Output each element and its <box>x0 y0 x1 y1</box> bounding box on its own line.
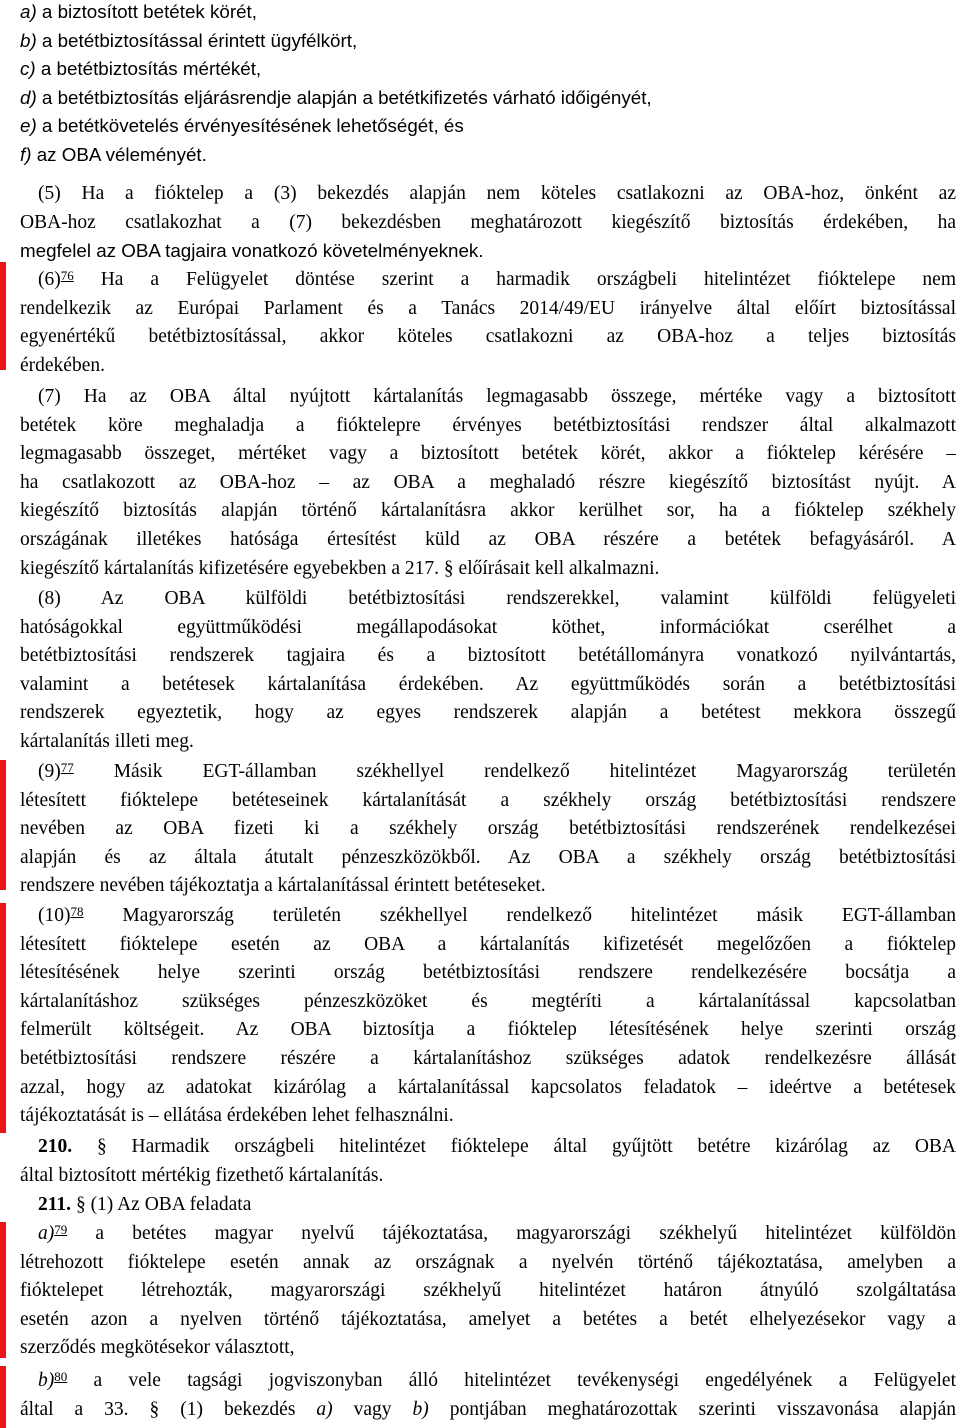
footnote-ref-77[interactable]: 77 <box>60 760 74 775</box>
text-line: fióktelepet létrehozták, magyarországi székhelyű hitelintézet határon átnyúló szolgáltatása <box>20 1280 956 1302</box>
text-line: rendelkezik az Európai Parlament és a Tanács 2014/49/EU irányelve által előírt biztosítással <box>20 297 956 319</box>
text-line: megfelel az OBA tagjaira vonatkozó követelményeknek. <box>20 240 484 262</box>
paragraph-7 <box>20 383 956 583</box>
section-210 <box>20 1133 956 1190</box>
list-item-e: e) a betétkövetelés érvényesítésének lehetőségét, és <box>20 115 464 137</box>
text-line: egyenértékű betétbiztosítással, akkor köteles csatlakozni az OBA-hoz a teljes biztosítás <box>20 326 956 348</box>
text-line: rendszere nevében tájékoztatja a kártalanítással érintett betéteseket. <box>20 875 546 897</box>
list-item-f: f) az OBA véleményét. <box>20 143 207 165</box>
section-211 <box>20 1191 956 1220</box>
list-item-c: c) a betétbiztosítás mértékét, <box>20 58 262 80</box>
amendment-marker-bar <box>0 903 6 1133</box>
text-line: legmagasabb összeget, mértéket vagy a biztosított betétek körét, akkor a fióktelep kérésére – <box>20 443 956 465</box>
text-line: (8) Az OBA külföldi betétbiztosítási rendszerekkel, valamint külföldi felügyeleti <box>38 588 956 609</box>
text-line: létrehozott fióktelepe esetén annak az országnak a nyelvén történő tájékoztatása, amelyben a <box>20 1251 956 1273</box>
text-line: létesített fióktelepe betéteseinek kártalanítását a székhely ország betétbiztosítási rendszere <box>20 789 956 811</box>
text-line: ha csatlakozott az OBA-hoz – az OBA a meghaladó részre kiegészítő biztosítást nyújt. A <box>20 471 956 493</box>
text-line: kártalanításhoz szükséges pénzeszközöket és megtéríti a kártalanítással kapcsolatban <box>20 990 956 1012</box>
text-line: $(6)^{76}$ Ha a Felügyelet döntése szerint a harmadik országbeli hitelintézet fióktelepe nem <box>38 268 956 290</box>
text-line: által biztosított mértékig fizethető kártalanítás. <box>20 1164 384 1186</box>
paragraph-9 <box>20 758 956 901</box>
amendment-marker-bar <box>0 262 6 370</box>
text-line: alapján és az általa átutalt pénzeszközökből. Az OBA a székhely ország betétbiztosítási <box>20 846 956 868</box>
text-line: a)$^{79}$ a betétes magyar nyelvű tájékoztatása, magyarországi székhelyű hitelintézet külföldön <box>38 1222 956 1244</box>
text-line: 211. § (1) Az OBA feladata <box>38 1194 252 1215</box>
text-line: b)$^{80}$ a vele tagsági jogviszonyban álló hitelintézet tevékenységi engedélyének a Felügyelet <box>38 1369 956 1391</box>
text-line: $(9)^{77}$ Másik EGT-államban székhellyel rendelkező hitelintézet Magyarország területén <box>38 760 956 782</box>
text-line: esetén azon a nyelven történő tájékoztatása, amelyet a betétes a betét elhelyezésekor vagy a <box>20 1308 956 1330</box>
text-line: felmerült költségeit. Az OBA biztosítja a fióktelep létesítésének helye szerinti ország <box>20 1019 956 1041</box>
text-line: kiegészítő kártalanítás kifizetésére egyebekben a 217. § előírásait kell alkalmazni. <box>20 557 660 579</box>
text-line: érdekében. <box>20 354 105 376</box>
footnote-ref-76[interactable]: 76 <box>60 268 74 283</box>
point-b <box>20 1367 956 1424</box>
text-line: nevében az OBA fizeti ki a székhely ország betétbiztosítási rendszerének rendelkezései <box>20 818 956 840</box>
text-line: által a 33. § (1) bekezdés a) vagy b) pontjában meghatározottak szerinti visszavonása alapján <box>20 1398 956 1420</box>
text-line: azzal, hogy az adatokat kizárólag a kártalanítással kapcsolatos feladatok – ideértve a betétesek <box>20 1076 956 1098</box>
text-line: hatóságokkal együttműködési megállapodásokat köthet, információkat cserélhet a <box>20 616 956 638</box>
amendment-marker-bar <box>0 760 6 890</box>
section-number: 211. <box>38 1194 72 1215</box>
paragraph-8 <box>20 585 956 757</box>
list-item-a: a) a biztosított betétek körét, <box>20 1 257 22</box>
footnote-ref-80[interactable]: 80 <box>54 1369 68 1384</box>
text-line: (5) Ha a fióktelep a (3) bekezdés alapján nem köteles csatlakozni az OBA-hoz, önként az <box>38 183 956 204</box>
text-line: létesítésének helye szerinti ország betétbiztosítási rendszere rendelkezésére bocsátja a <box>20 962 956 984</box>
text-line: betétek köre meghaladja a fióktelepre érvényes betétbiztosítási rendszer által alkalmazott <box>20 414 956 436</box>
paragraph-10 <box>20 902 956 1131</box>
text-line: valamint a betétesek kártalanítása érdekében. Az együttműködés során a betétbiztosítási <box>20 673 956 695</box>
text-line: OBA-hoz csatlakozhat a (7) bekezdésben meghatározott kiegészítő biztosítás érdekében, ha <box>20 211 956 233</box>
text-line: létesített fióktelepe esetén az OBA a kártalanítás kifizetését megelőzően a fióktelep <box>20 933 956 955</box>
text-line: (7) Ha az OBA által nyújtott kártalanítás legmagasabb összege, mértéke vagy a biztosított <box>38 386 956 407</box>
text-line: $(10)^{78}$ Magyarország területén székhellyel rendelkező hitelintézet másik EGT-államban <box>38 904 956 926</box>
text-line: betétbiztosítási rendszere részére a kártalanításhoz szükséges adatok rendelkezésre állását <box>20 1047 956 1069</box>
text-line: kártalanítás illeti meg. <box>20 730 194 752</box>
text-line: rendszerek egyeztetik, hogy az egyes rendszerek alapján a betétest mekkora összegű <box>20 702 956 724</box>
list-items-a-f <box>20 0 956 170</box>
text-line: országának illetékes hatósága értesítést küld az OBA részére a betétek befagyásáról. A <box>20 528 956 550</box>
amendment-marker-bar <box>0 1366 6 1428</box>
amendment-marker-bar <box>0 1222 6 1358</box>
paragraph-6 <box>20 266 956 380</box>
text-line: betétbiztosítási rendszerek tagjaira és a biztosított betétállományra vonatkozó nyilvántartás, <box>20 645 956 667</box>
text-line: tájékoztatását is – ellátása érdekében lehet felhasználni. <box>20 1105 454 1127</box>
paragraph-5 <box>20 180 956 266</box>
list-item-b: b) a betétbiztosítással érintett ügyfélkört, <box>20 29 358 51</box>
text-line: szerződés megkötésekor választott, <box>20 1337 295 1359</box>
list-item-d: d) a betétbiztosítás eljárásrendje alapján a betétkifizetés várható időigényét, <box>20 86 652 108</box>
section-number: 210. <box>38 1136 73 1157</box>
text-line: 210. § Harmadik országbeli hitelintézet fióktelepe által gyűjtött betétre kizárólag az OBA <box>38 1136 956 1157</box>
point-a <box>20 1220 956 1363</box>
footnote-ref-78[interactable]: 78 <box>70 904 84 919</box>
text-line: kiegészítő biztosítás alapján történő kártalanításra akkor kerülhet sor, ha a fióktelep székhely <box>20 500 956 522</box>
footnote-ref-79[interactable]: 79 <box>54 1222 68 1237</box>
